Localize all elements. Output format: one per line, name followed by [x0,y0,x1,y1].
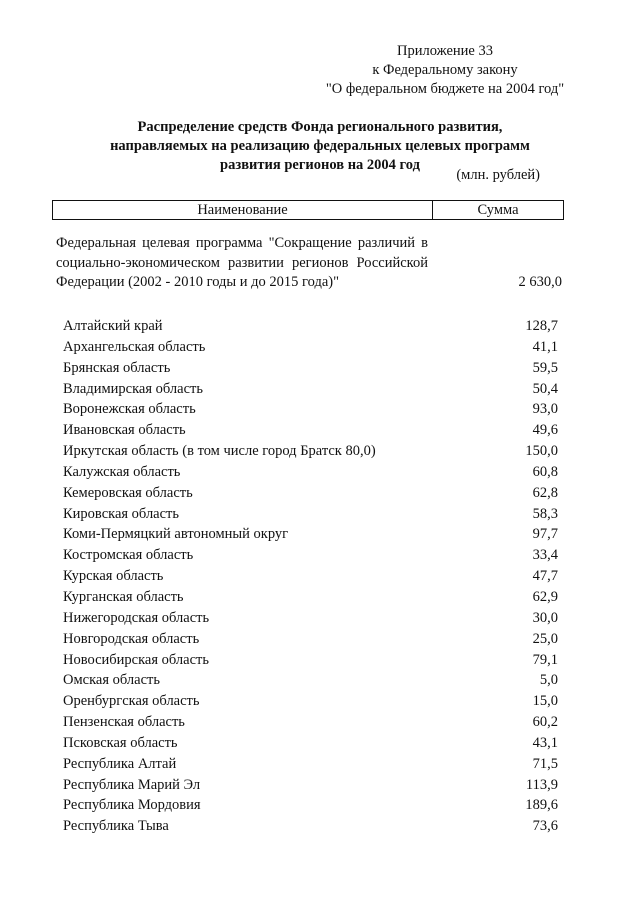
table-row [63,545,560,566]
region-name: Нижегородская область [63,609,210,626]
region-sum: 128,7 [525,318,558,334]
table-row [63,462,560,483]
region-sum: 43,1 [532,734,558,751]
region-name: Кемеровская область [63,484,193,501]
region-name: Республика Мордовия [63,797,201,814]
table-row [63,504,560,525]
table-row [63,795,560,816]
table-row [63,587,560,608]
column-header-sum: Сумма [477,202,519,218]
region-name: Коми-Пермяцкий автономный округ [63,526,289,543]
table-row [63,691,560,712]
table-row [63,566,560,587]
program-sum: 2 630,0 [518,274,562,290]
region-sum: 25,0 [532,630,558,647]
title-line-2: направляемых на реализацию федеральных целевых программ [110,138,530,154]
region-name: Республика Марий Эл [63,776,201,793]
region-sum: 47,7 [532,568,558,585]
region-sum: 189,6 [525,797,558,814]
appendix-number: Приложение 33 [397,43,493,59]
region-sum: 30,0 [532,609,558,626]
table-row [63,670,560,691]
table-header [52,200,564,220]
region-sum: 49,6 [532,422,558,439]
table-row [63,358,560,379]
region-name: Воронежская область [63,401,196,418]
program-name: Федеральная целевая программа "Сокращение различий в социально-экономическом развитии регионов Российской Федерации (2002 - 2010 годы и до 2015 года)" [56,235,428,290]
region-list [63,316,560,837]
region-name: Республика Тыва [63,818,169,835]
table-row [63,379,560,400]
region-sum: 60,8 [532,463,558,480]
region-sum: 62,9 [532,588,558,605]
units-label: (млн. рублей) [456,167,540,183]
table-row [63,816,560,837]
appendix-law-reference: к Федеральному закону [372,62,518,78]
region-name: Курганская область [63,588,184,605]
region-sum: 150,0 [525,443,558,460]
region-sum: 5,0 [539,672,558,689]
table-row [63,483,560,504]
region-name: Пензенская область [63,714,185,731]
region-sum: 93,0 [532,401,558,418]
region-name: Архангельская область [63,338,206,355]
region-sum: 15,0 [532,693,558,710]
region-sum: 73,6 [532,818,558,835]
table-row [63,337,560,358]
table-row [63,712,560,733]
region-sum: 33,4 [532,547,558,564]
table-row [63,650,560,671]
region-name: Костромская область [63,547,194,564]
region-name: Калужская область [63,463,181,480]
region-sum: 60,2 [532,714,558,731]
table-row [63,524,560,545]
region-sum: 59,5 [532,359,558,376]
region-name: Оренбургская область [63,693,200,710]
title-line-1: Распределение средств Фонда регионального развития, [137,119,503,135]
region-name: Алтайский край [63,318,163,334]
table-row [63,420,560,441]
region-name: Новосибирская область [63,651,209,668]
region-sum: 41,1 [532,338,558,355]
appendix-header [300,42,590,99]
title-line-3: развития регионов на 2004 год [220,157,420,173]
region-name: Брянская область [63,359,171,376]
table-row [63,316,560,337]
region-sum: 71,5 [532,755,558,772]
appendix-law-title: "О федеральном бюджете на 2004 год" [325,81,565,97]
column-header-name: Наименование [53,201,433,219]
table-row [63,441,560,462]
region-name: Ивановская область [63,422,186,439]
region-sum: 79,1 [532,651,558,668]
region-name: Владимирская область [63,380,203,397]
region-sum: 50,4 [532,380,558,397]
region-sum: 97,7 [532,526,558,543]
region-name: Кировская область [63,505,180,522]
region-sum: 113,9 [525,776,558,793]
region-name: Республика Алтай [63,755,177,772]
table-row [63,775,560,796]
region-name: Новгородская область [63,630,200,647]
region-sum: 62,8 [532,484,558,501]
region-name: Омская область [63,672,160,689]
table-row [63,629,560,650]
region-name: Иркутская область (в том числе город Братск 80,0) [63,443,376,460]
table-row [63,399,560,420]
program-row [56,234,562,293]
region-sum: 58,3 [532,505,558,522]
table-row [63,608,560,629]
table-row [63,733,560,754]
region-name: Курская область [63,568,164,585]
table-row [63,754,560,775]
region-name: Псковская область [63,734,178,751]
